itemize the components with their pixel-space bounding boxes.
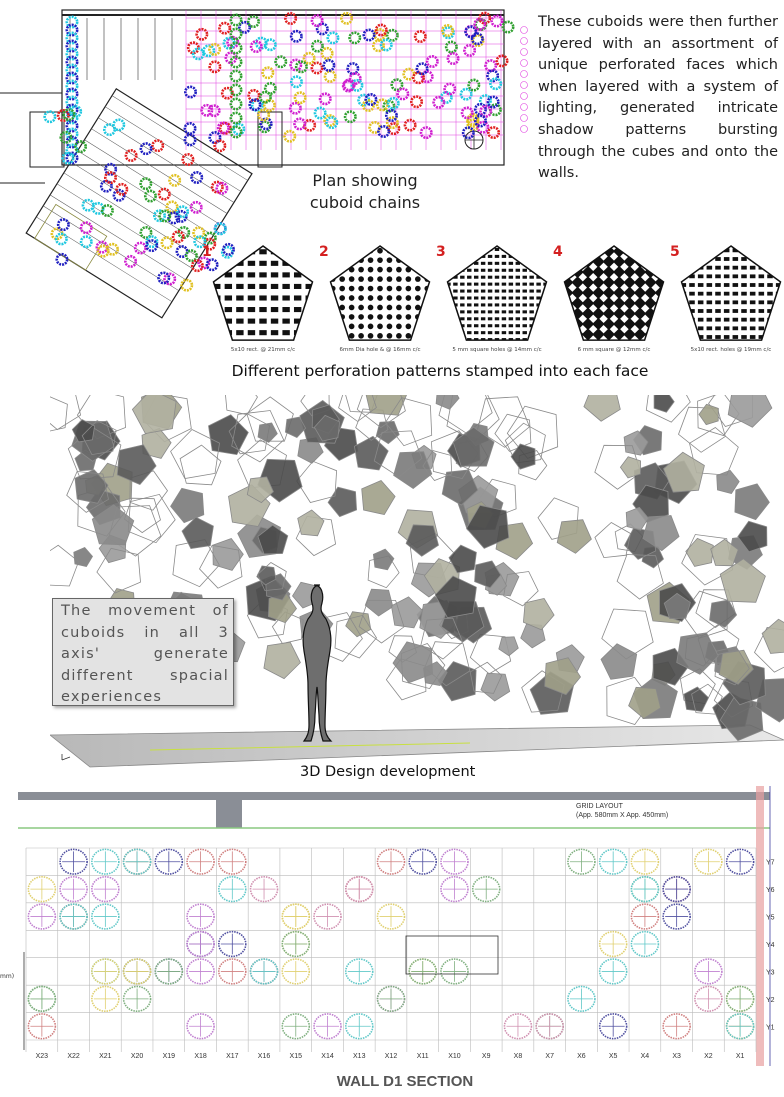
design-render: [50, 395, 784, 785]
section-column: [216, 800, 242, 828]
plan-caption-line1: Plan showing: [312, 171, 418, 190]
column-label: X15: [289, 1053, 303, 1060]
perforation-panel-number: 2: [319, 244, 329, 260]
axis-glyph: [62, 754, 70, 760]
perforation-panel-number: 1: [202, 244, 212, 260]
column-label: X16: [257, 1053, 271, 1060]
grid-layout-title: GRID LAYOUT: [576, 803, 623, 810]
column-label: X17: [226, 1053, 239, 1060]
column-label: X23: [35, 1053, 49, 1060]
section-opening: [406, 936, 498, 974]
column-label: X12: [384, 1053, 398, 1060]
wall-section-drawing: [0, 786, 784, 1066]
movement-text: The movement of cuboids in all 3 axis' generate different spacial experiences: [61, 603, 229, 705]
movement-callout: [52, 598, 234, 706]
column-label: X13: [353, 1053, 366, 1060]
column-label: X4: [640, 1053, 650, 1060]
column-label: X18: [194, 1053, 207, 1060]
row-label: Y1: [766, 1024, 775, 1032]
column-label: X10: [448, 1053, 461, 1060]
column-label: X1: [735, 1053, 745, 1060]
column-label: X21: [99, 1053, 112, 1060]
column-label: X20: [130, 1053, 144, 1060]
plan-caption: [300, 170, 430, 214]
section-cuboids: [28, 849, 753, 1038]
column-label: X19: [162, 1053, 176, 1060]
perforation-pentagon: [676, 242, 784, 350]
column-label: X3: [672, 1053, 681, 1060]
row-label: Y3: [766, 969, 775, 977]
perforation-pentagon: [208, 242, 318, 350]
perforation-panel-number: 5: [670, 244, 680, 260]
column-label: X14: [321, 1053, 334, 1060]
column-label: X22: [67, 1053, 80, 1060]
perforation-panel-caption: 5x10 rect. @ 21mm c/c: [230, 347, 296, 353]
perforation-pentagon: [325, 242, 435, 350]
design-caption: 3D Design development: [300, 764, 476, 780]
intro-paragraph: These cuboids were then further layered with an assortment of unique perforated faces which when layered with a system of lighting, generated intricate shadow patterns bursting through the cubes and onto the walls.: [538, 14, 778, 182]
plan-caption-line2: cuboid chains: [309, 193, 421, 212]
section-side-label: mm): [0, 973, 15, 980]
perforation-caption: Different perforation patterns stamped into each face: [231, 362, 649, 380]
column-label: X9: [481, 1053, 491, 1060]
section-grid: [26, 848, 756, 1052]
row-label: Y5: [766, 914, 775, 922]
grid-layout-sub: (App. 580mm X App. 450mm): [576, 812, 669, 819]
row-label: Y7: [766, 859, 775, 867]
column-label: X5: [608, 1053, 618, 1060]
column-label: X11: [416, 1053, 429, 1060]
row-label: Y2: [766, 996, 775, 1004]
column-label: X2: [704, 1053, 713, 1060]
column-label: X6: [577, 1053, 586, 1060]
column-label: X7: [545, 1053, 554, 1060]
row-label: Y6: [766, 887, 775, 895]
section-beam: [18, 792, 770, 800]
row-label: Y4: [766, 942, 775, 949]
perforation-panel-number: 4: [553, 244, 563, 260]
perforation-panel-caption: 5 mm square holes @ 14mm c/c: [452, 347, 542, 353]
perforation-pentagon: [442, 242, 552, 350]
render-floor: [50, 725, 784, 767]
perforation-panel-caption: 6 mm square @ 12mm c/c: [577, 347, 651, 353]
human-figure: [303, 585, 331, 741]
perforation-panel-caption: 6mm Dia hole & @ 16mm c/c: [339, 347, 421, 353]
section-wall-edge: [756, 786, 764, 1066]
perforation-pentagon: [559, 242, 669, 350]
column-label: X8: [513, 1053, 523, 1060]
column-labels: [36, 1053, 745, 1060]
perforation-panel-caption: 5x10 rect. holes @ 19mm c/c: [690, 347, 772, 353]
perforation-panel-number: 3: [436, 244, 446, 260]
section-title: WALL D1 SECTION: [336, 1073, 474, 1090]
